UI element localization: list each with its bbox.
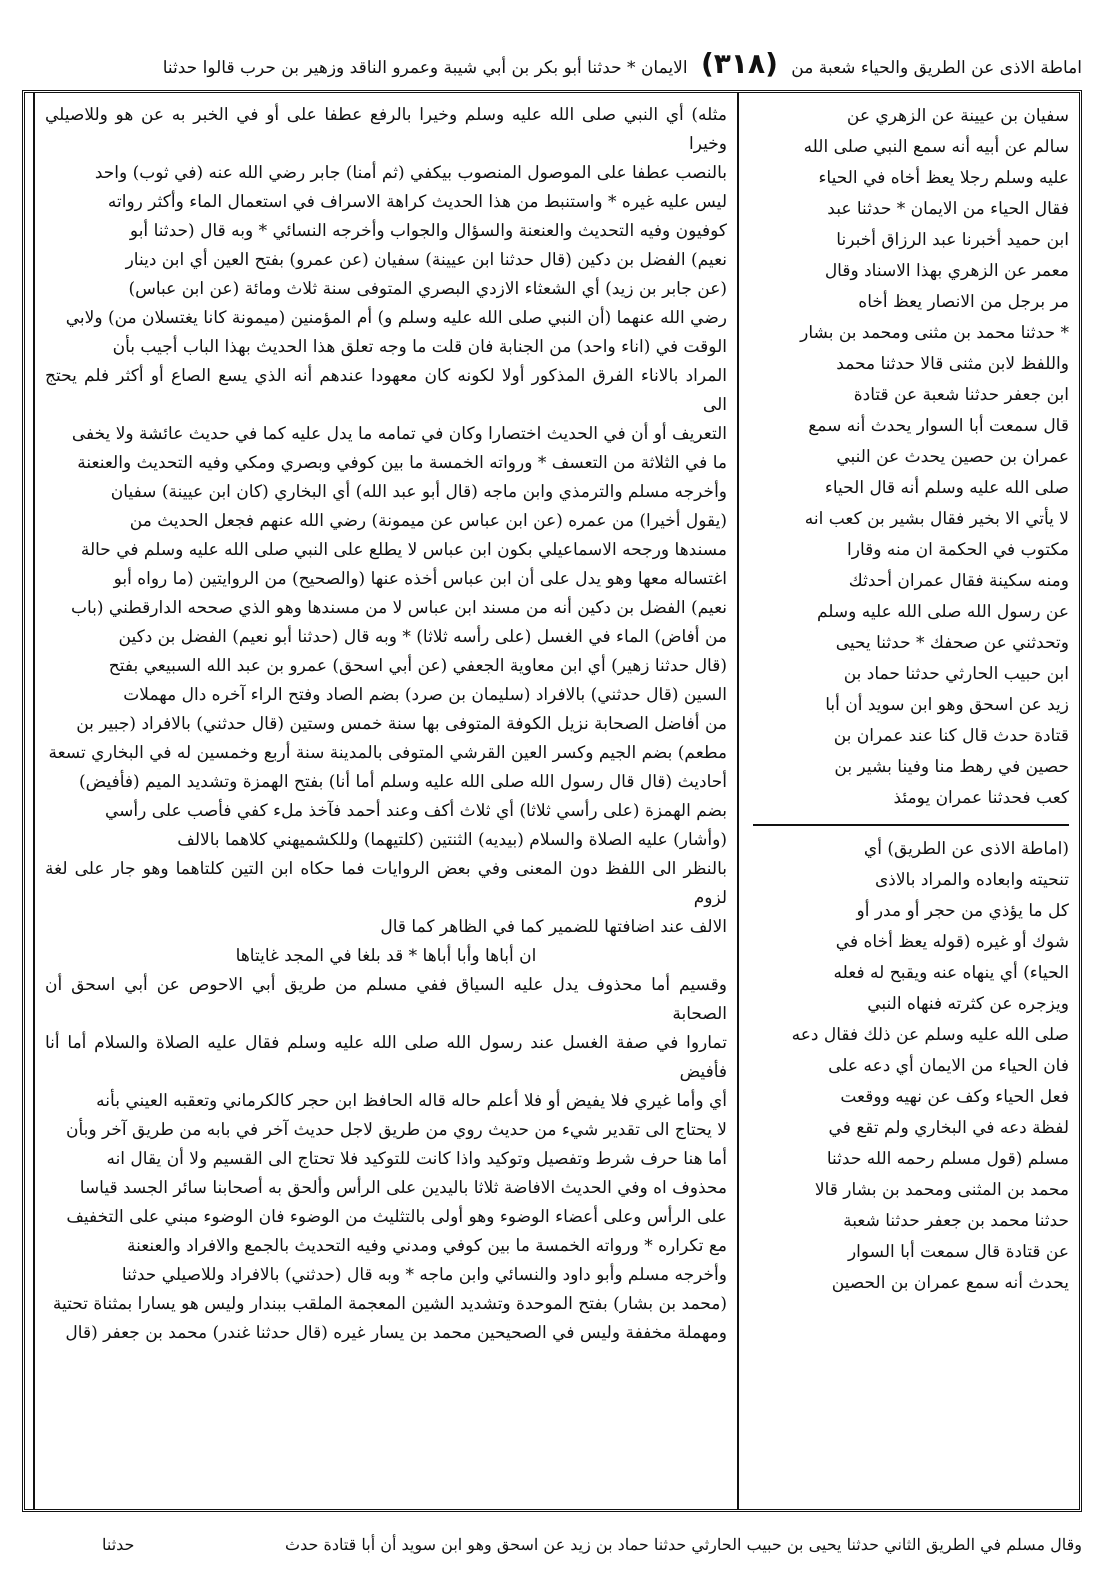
text-line: سفيان بن عيينة عن الزهري عن bbox=[846, 106, 1069, 126]
main-text-block bbox=[45, 101, 727, 942]
text-line: أما هنا حرف شرط وتفصيل وتوكيد واذا كانت للتوكيد فلا تحتاج الى القسيم ولا أن يقال انه bbox=[106, 1149, 727, 1169]
text-line: وتحدثني عن صحفك * حدثنا يحيى bbox=[835, 633, 1069, 653]
text-line: بضم الهمزة (على رأسي ثلاثا) أي ثلاث أكف وعند أحمد فآخذ ملء كفي فأصب على رأسي bbox=[104, 801, 727, 821]
text-line: محذوف اه وفي الحديث الافاضة ثلاثا باليدين على الرأس وألحق به أصحابنا سائر الجسد قياسا bbox=[79, 1178, 727, 1198]
text-line: فعل الحياء وكف عن نهيه ووقعت bbox=[840, 1087, 1069, 1107]
text-line: الوقت في (اناء واحد) من الجنابة فان قلت ما وجه تعلق هذا الحديث بهذا الباب أجيب بأن bbox=[112, 337, 727, 357]
text-line: تنحيته وابعاده والمراد بالاذى bbox=[874, 870, 1069, 890]
header-left-text: الايمان * حدثنا أبو بكر بن أبي شيبة وعمرو الناقد وزهير بن حرب قالوا حدثنا bbox=[162, 58, 688, 78]
text-line: (اماطة الاذى عن الطريق) أي bbox=[863, 839, 1069, 859]
text-line: قال سمعت أبا السوار يحدث أنه سمع bbox=[808, 416, 1069, 436]
text-line: نعيم) الفضل بن دكين (قال حدثنا ابن عيينة) سفيان (عن عمرو) بفتح العين أي ابن دينار bbox=[125, 250, 727, 270]
text-line: سالم عن أبيه أنه سمع النبي صلى الله bbox=[803, 137, 1069, 157]
text-line: وأخرجه مسلم وأبو داود والنسائي وابن ماجه * وبه قال (حدثني) بالافراد وللاصيلي حدثنا bbox=[121, 1265, 727, 1285]
text-line: بالنصب عطفا على الموصول المنصوب بيكفي (ثم أمنا) جابر رضي الله عنه (في ثوب) واحد bbox=[94, 163, 727, 183]
text-line: زيد عن اسحق وهو ابن سويد أن أبا bbox=[825, 695, 1069, 715]
text-line: من أفاض) الماء في الغسل (على رأسه ثلاثا) * وبه قال (حدثنا أبو نعيم) الفضل بن دكين bbox=[118, 627, 727, 647]
text-line: (يقول أخيرا) من عمره (عن ابن عباس عن ميمونة) رضي الله عنهم فجعل الحديث من bbox=[129, 511, 727, 531]
text-line: لفظة دعه في البخاري ولم تقع في bbox=[828, 1118, 1069, 1138]
footer-text: وقال مسلم في الطريق الثاني حدثنا يحيى بن حبيب الحارثي حدثنا حماد بن زيد عن اسحق وهو ابن سويد أن أبا قتادة حدث bbox=[285, 1535, 1082, 1554]
text-line: فقال الحياء من الايمان * حدثنا عبد bbox=[827, 199, 1069, 219]
text-line: اغتساله معها وهو يدل على أن ابن عباس أخذه عنها (والصحيح) من الروايتين (ما رواه أبو bbox=[113, 569, 727, 589]
text-line: ابن جعفر حدثنا شعبة عن قتادة bbox=[853, 385, 1069, 405]
text-line: ومهملة مخففة وليس في الصحيحين محمد بن يسار غيره (قال حدثنا غندر) محمد بن جعفر (قال bbox=[65, 1323, 727, 1343]
text-line: عمران بن حصين يحدث عن النبي bbox=[836, 447, 1069, 467]
text-line: ومنه سكينة فقال عمران أحدثك bbox=[848, 571, 1069, 591]
text-line: مسلم (قول مسلم رحمه الله حدثنا bbox=[826, 1149, 1069, 1169]
catchword: حدثنا bbox=[102, 1535, 135, 1554]
side-divider bbox=[753, 824, 1069, 826]
text-line: عن رسول الله صلى الله عليه وسلم bbox=[816, 602, 1069, 622]
text-line: التعريف أو أن في الحديث اختصارا وكان في تمامه ما يدل عليه كما في حديث عائشة ولا يخفى bbox=[71, 424, 727, 444]
text-line: عليه وسلم رجلا يعظ أخاه في الحياء bbox=[818, 168, 1069, 188]
text-line: لا يأتي الا بخير فقال بشير بن كعب انه bbox=[804, 509, 1069, 529]
text-line: (وأشار) عليه الصلاة والسلام (بيديه) الثنتين (كلتيهما) وللكشميهني كلاهما بالالف bbox=[177, 830, 727, 850]
text-line: من أفاضل الصحابة نزيل الكوفة المتوفى بها سنة خمس وستين (قال حدثني) بالافراد (جبير بن bbox=[76, 714, 727, 734]
text-line: رضي الله عنهما (أن النبي صلى الله عليه وسلم و) أم المؤمنين (ميمونة كانا يغتسلان من) ولابي bbox=[65, 308, 727, 328]
text-line: نعيم) الفضل بن دكين أنه من مسند ابن عباس لا من مسندها وهو الذي صححه الدارقطني (باب bbox=[70, 598, 727, 618]
text-line: السين (قال حدثني) بالافراد (سليمان بن صرد) بضم الصاد وفتح الراء آخره دال مهملات bbox=[123, 685, 727, 705]
text-line: وقسيم أما محذوف يدل عليه السياق ففي مسلم من طريق أبي الاحوص عن أبي اسحق أن الصحابة bbox=[45, 975, 727, 1024]
text-line: صلى الله عليه وسلم عن ذلك فقال دعه bbox=[791, 1025, 1069, 1045]
side-commentary-block bbox=[753, 834, 1069, 1299]
text-line: على الرأس وعلى أعضاء الوضوء وهو أولى بالتثليث من الوضوء فان الوضوء مبني على التخفيف bbox=[66, 1207, 727, 1227]
text-line: أحاديث (قال قال رسول الله صلى الله عليه وسلم أما أنا) بفتح الهمزة وتشديد الميم (فأفيض) bbox=[78, 772, 727, 792]
text-line: صلى الله عليه وسلم أنه قال الحياء bbox=[824, 478, 1069, 498]
text-line: الحياء) أي ينهاه عنه ويقبح له فعله bbox=[833, 963, 1069, 983]
hadith-side-column bbox=[743, 93, 1079, 1509]
text-line: وأخرجه مسلم والترمذي وابن ماجه (قال أبو عبد الله) أي البخاري (كان ابن عيينة) سفيان bbox=[110, 482, 727, 502]
text-line: بالنظر الى اللفظ دون المعنى وفي بعض الروايات فما حكاه ابن التين كلتاهما وهو جار على لغة لزوم bbox=[45, 859, 727, 908]
page-header bbox=[22, 40, 1082, 88]
text-line: معمر عن الزهري بهذا الاسناد وقال bbox=[824, 261, 1069, 281]
text-line: ما في الثلاثة من التعسف * ورواته الخمسة ما بين كوفي وبصري ومكي وفيه التحديث والعنعنة bbox=[77, 453, 727, 473]
text-line: حصين في رهط منا وفينا بشير بن bbox=[834, 757, 1069, 777]
page-number: (٣١٨) bbox=[701, 47, 778, 80]
text-line: المراد بالاناء الفرق المذكور أولا لكونه كان معهودا عندهم أنه الذي يسع الصاع أو أكثر فلم يحتج الى bbox=[45, 366, 727, 415]
text-line: ليس عليه غيره * واستنبط من هذا الحديث كراهة الاسراف في استعمال الماء وأكثر رواته bbox=[107, 192, 727, 212]
header-right-text: اماطة الاذى عن الطريق والحياء شعبة من bbox=[791, 58, 1082, 78]
main-text-block-continued bbox=[45, 971, 727, 1348]
text-line: (عن جابر بن زيد) أي الشعثاء الازدي البصري المتوفى سنة ثلاث ومائة (عن ابن عباس) bbox=[128, 279, 727, 299]
text-line: كوفيون وفيه التحديث والعنعنة والسؤال والجواب وأخرجه النسائي * وبه قال (حدثنا أبو bbox=[129, 221, 727, 241]
text-line: مع تكراره * ورواته الخمسة ما بين كوفي ومدني وفيه التحديث بالجمع والافراد والعنعنة bbox=[126, 1236, 727, 1256]
text-line: شوك أو غيره (قوله يعظ أخاه في bbox=[835, 932, 1069, 952]
page-frame bbox=[22, 90, 1082, 1512]
text-line: مسندها ورجحه الاسماعيلي بكون ابن عباس لا يطلع على النبي صلى الله عليه وسلم في حالة bbox=[80, 540, 727, 560]
main-commentary-column bbox=[33, 93, 739, 1509]
text-line: (قال حدثنا زهير) أي ابن معاوية الجعفي (عن أبي اسحق) عمرو بن عبد الله السبيعي بفتح bbox=[108, 656, 727, 676]
text-line: تماروا في صفة الغسل عند رسول الله صلى الله عليه وسلم فقال عليه الصلاة والسلام أما أنا فأفيض bbox=[45, 1033, 727, 1082]
text-line: عن قتادة قال سمعت أبا السوار bbox=[847, 1242, 1069, 1262]
text-line: (محمد بن بشار) بفتح الموحدة وتشديد الشين المعجمة الملقب ببندار وليس هو يسارا بمثناة تحتية bbox=[52, 1294, 727, 1314]
text-line: يحدث أنه سمع عمران بن الحصين bbox=[831, 1273, 1069, 1293]
text-line: كل ما يؤذي من حجر أو مدر أو bbox=[856, 901, 1069, 921]
text-line: مكتوب في الحكمة ان منه وقارا bbox=[847, 540, 1069, 560]
text-line: كعب فحدثنا عمران يومئذ bbox=[893, 788, 1069, 808]
page-footer bbox=[22, 1530, 1082, 1560]
side-text-block bbox=[753, 101, 1069, 814]
text-line: مطعم) بضم الجيم وكسر العين القرشي المتوفى بالمدينة سنة أربع وخمسين له في البخاري تسعة bbox=[48, 743, 727, 763]
text-line: مثله) أي النبي صلى الله عليه وسلم وخيرا بالرفع عطفا على أو في الخبر به عن هو وللاصيلي وخيرا bbox=[45, 105, 727, 154]
text-line: لا يحتاج الى تقدير شيء من حديث روي من طريق لاجل حديث آخر في بابه من طريق آخر وبأن bbox=[66, 1120, 727, 1140]
text-line: محمد بن المثنى ومحمد بن بشار قالا bbox=[814, 1180, 1069, 1200]
text-line: قتادة حدث قال كنا عند عمران بن bbox=[833, 726, 1069, 746]
text-line: فان الحياء من الايمان أي دعه على bbox=[828, 1056, 1069, 1076]
text-line: * حدثنا محمد بن مثنى ومحمد بن بشار bbox=[800, 323, 1069, 343]
text-line: ويزجره عن كثرته فنهاه النبي bbox=[867, 994, 1069, 1014]
text-line: ابن حميد أخبرنا عبد الرزاق أخبرنا bbox=[836, 230, 1069, 250]
text-line: مر برجل من الانصار يعظ أخاه bbox=[858, 292, 1069, 312]
text-line: حدثنا محمد بن جعفر حدثنا شعبة bbox=[843, 1211, 1069, 1231]
text-line: الالف عند اضافتها للضمير كما في الظاهر كما قال bbox=[380, 917, 727, 937]
text-line: واللفظ لابن مثنى قالا حدثنا محمد bbox=[836, 354, 1069, 374]
text-line: أي وأما غيري فلا يفيض أو فلا أعلم حاله قاله الحافظ ابن حجر كالكرماني وتعقبه العيني بأنه bbox=[96, 1091, 727, 1111]
poetry-verse: ان أباها وأبا أباها * قد بلغا في المجد غايتاها bbox=[235, 946, 537, 966]
text-line: ابن حبيب الحارثي حدثنا حماد بن bbox=[843, 664, 1069, 684]
